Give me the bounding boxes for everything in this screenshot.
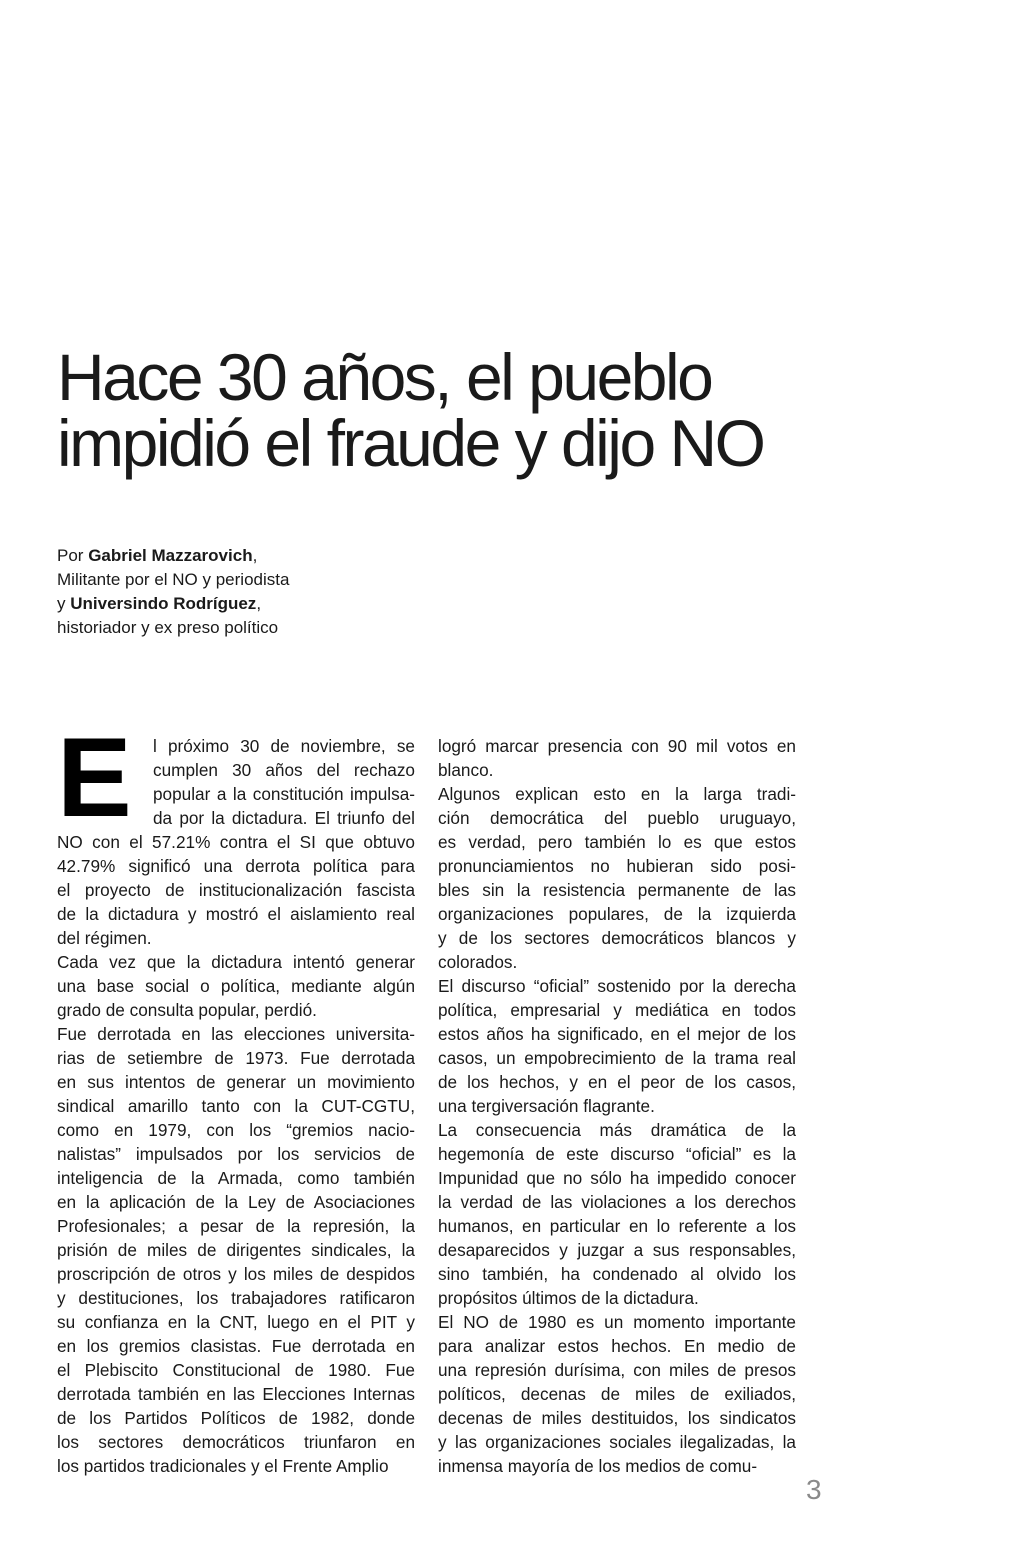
byline-comma: ,	[252, 546, 258, 565]
text-line: como en 1979, con los “gremios nacio-	[57, 1120, 415, 1140]
text-line: propósitos últimos de la dictadura.	[438, 1288, 699, 1308]
title-line-2: impidió el fraude y dijo NO	[57, 406, 764, 481]
author-role: historiador y ex preso político	[57, 618, 279, 637]
text-line: blanco.	[438, 760, 494, 780]
text-line: de los hechos, y en el peor de los casos,	[438, 1072, 796, 1092]
text-line: decenas de miles destituidos, los sindicatos	[438, 1408, 796, 1428]
text-line: nalistas” impulsados por los servicios de	[57, 1144, 415, 1164]
text-line: política, empresarial y mediática en todos	[438, 1000, 796, 1020]
byline-comma: ,	[256, 594, 262, 613]
byline-row-1	[57, 544, 477, 568]
text-line: una represión durísima, con miles de presos	[438, 1360, 796, 1380]
byline	[57, 544, 477, 640]
text-line: sindical amarillo tanto con la CUT-CGTU,	[57, 1096, 415, 1116]
text-line: políticos, decenas de miles de exiliados,	[438, 1384, 796, 1404]
author-name: Gabriel Mazzarovich	[88, 546, 253, 565]
text-line: bles sin la resistencia permanente de las	[438, 880, 796, 900]
text-line: y destituciones, los trabajadores ratificaron	[57, 1288, 415, 1308]
text-line: en los gremios clasistas. Fue derrotada en	[57, 1336, 415, 1356]
text-line: organizaciones populares, de la izquierda	[438, 904, 796, 924]
text-line: su confianza en la CNT, luego en el PIT y	[57, 1312, 415, 1332]
text-line: una tergiversación flagrante.	[438, 1096, 655, 1116]
byline-row-3	[57, 592, 477, 616]
text-line: Profesionales; a pesar de la represión, la	[57, 1216, 415, 1236]
text-line: y de los sectores democráticos blancos y	[438, 928, 796, 948]
text-line: 42.79% significó una derrota política para	[57, 856, 415, 876]
article-column-right	[438, 734, 796, 1478]
text-line: en sus intentos de generar un movimiento	[57, 1072, 415, 1092]
byline-prefix: y	[57, 594, 71, 613]
text-line: l próximo 30 de noviembre, se	[153, 736, 415, 756]
page-number: 3	[806, 1474, 822, 1505]
text-line: sino también, ha condenado al olvido los	[438, 1264, 796, 1284]
text-line: logró marcar presencia con 90 mil votos en	[438, 736, 796, 756]
title-line-1: Hace 30 años, el pueblo	[57, 340, 712, 415]
text-line: La consecuencia más dramática de la	[438, 1120, 796, 1140]
text-line: grado de consulta popular, perdió.	[57, 1000, 317, 1020]
text-line: inmensa mayoría de los medios de comu-	[438, 1456, 758, 1476]
text-line: prisión de miles de dirigentes sindicales, la	[57, 1240, 415, 1260]
text-line: hegemonía de este discurso “oficial” es la	[438, 1144, 796, 1164]
text-line: pronunciamientos no hubieran sido posi-	[438, 856, 796, 876]
text-line: El NO de 1980 es un momento importante	[438, 1312, 796, 1332]
text-line: la verdad de las violaciones a los derechos	[438, 1192, 796, 1212]
text-line: el Plebiscito Constitucional de 1980. Fue	[57, 1360, 415, 1380]
text-line: da por la dictadura. El triunfo del	[153, 808, 415, 828]
author-name: Universindo Rodríguez	[70, 594, 257, 613]
text-line: Impunidad que no sólo ha impedido conocer	[438, 1168, 796, 1188]
text-line: estos años ha significado, en el mejor de los	[438, 1024, 796, 1044]
text-line: una base social o política, mediante algún	[57, 976, 415, 996]
text-line: desaparecidos y juzgar a sus responsables,	[438, 1240, 796, 1260]
text-line: Algunos explican esto en la larga tradi-	[438, 784, 796, 804]
text-line: colorados.	[438, 952, 518, 972]
text-line: los sectores democráticos triunfaron en	[57, 1432, 415, 1452]
byline-prefix: Por	[57, 546, 89, 565]
text-line: de los Partidos Políticos de 1982, donde	[57, 1408, 415, 1428]
text-line: humanos, en particular en lo referente a los	[438, 1216, 796, 1236]
text-line: NO con el 57.21% contra el SI que obtuvo	[57, 832, 415, 852]
text-line: el proyecto de institucionalización fascista	[57, 880, 415, 900]
text-line: en la aplicación de la Ley de Asociaciones	[57, 1192, 415, 1212]
text-line: ción democrática del pueblo uruguayo,	[438, 808, 796, 828]
author-role: Militante por el NO y periodista	[57, 570, 290, 589]
drop-cap: E	[57, 715, 128, 840]
text-line: derrotada también en las Elecciones Internas	[57, 1384, 415, 1404]
text-line: Fue derrotada en las elecciones universita-	[57, 1024, 415, 1044]
text-line: y las organizaciones sociales ilegalizadas, la	[438, 1432, 796, 1452]
text-line: del régimen.	[57, 928, 152, 948]
text-line: cumplen 30 años del rechazo	[153, 760, 415, 780]
text-line: rias de setiembre de 1973. Fue derrotada	[57, 1048, 415, 1068]
text-line: Cada vez que la dictadura intentó generar	[57, 952, 415, 972]
text-line: de la dictadura y mostró el aislamiento real	[57, 904, 415, 924]
text-line: para analizar estos hechos. En medio de	[438, 1336, 796, 1356]
text-line: es verdad, pero también lo es que estos	[438, 832, 796, 852]
article-column-left	[57, 715, 415, 1478]
text-line: casos, un empobrecimiento de la trama real	[438, 1048, 796, 1068]
text-line: El discurso “oficial” sostenido por la derecha	[438, 976, 796, 996]
text-line: los partidos tradicionales y el Frente Amplio	[57, 1456, 389, 1476]
text-line: inteligencia de la Armada, como también	[57, 1168, 415, 1188]
text-line: proscripción de otros y los miles de despidos	[57, 1264, 415, 1284]
article-title	[57, 340, 977, 481]
text-line: popular a la constitución impulsa-	[153, 784, 415, 804]
